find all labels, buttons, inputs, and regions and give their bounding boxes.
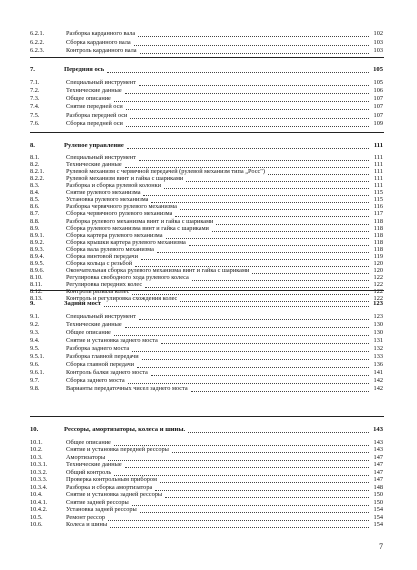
entry-title: Сборка заднего моста: [66, 377, 125, 384]
entry-page: 105: [373, 79, 383, 87]
toc-entry: [0, 361, 417, 369]
entry-page: 111: [374, 161, 383, 169]
section-divider: [30, 290, 384, 291]
entry-title: Разборка червячного рулевого механизма: [66, 203, 177, 211]
entry-title: Колеса и шины: [66, 521, 108, 528]
leader-dots: [110, 527, 369, 528]
entry-number: 8.9.3.: [30, 245, 45, 253]
toc-entry: [0, 369, 417, 377]
entry-page: 147: [373, 468, 383, 476]
leader-dots: [137, 367, 369, 368]
toc-entry: [0, 79, 417, 87]
entry-page: 154: [373, 521, 383, 528]
leader-dots: [161, 343, 369, 344]
entry-number: 7.5.: [30, 111, 40, 119]
entry-title: Снятие передней оси: [66, 103, 123, 111]
entry-number: 7.4.: [30, 103, 40, 111]
entry-title: Снятие задней рессоры: [66, 498, 129, 506]
entry-title: Технические данные: [66, 87, 122, 95]
entry-number: 10.3.4.: [30, 483, 48, 491]
entry-title: Снятие и установка передней рессоры: [66, 446, 169, 453]
entry-number: 7.2.: [30, 87, 40, 95]
entry-page: 147: [373, 476, 383, 483]
entry-page: 123: [373, 300, 383, 307]
leader-dots: [114, 335, 369, 336]
leader-dots: [139, 85, 369, 86]
entry-page: 150: [373, 498, 383, 506]
entry-number: 6.2.1.: [30, 30, 45, 37]
toc-entry: [0, 95, 417, 103]
leader-dots: [142, 359, 369, 360]
leader-dots: [126, 126, 369, 127]
entry-title: Сборка крышки картера рулевого механизма: [66, 238, 186, 246]
entry-page: 118: [373, 245, 383, 253]
entry-page: 131: [373, 337, 383, 344]
entry-number: 9.2.: [30, 321, 40, 328]
entry-page: 103: [373, 38, 383, 46]
section-heading: [0, 300, 417, 308]
entry-title: Регулировка свободного хода рулевого колеса: [66, 273, 189, 281]
entry-page: 130: [373, 321, 383, 328]
section-divider: [30, 132, 384, 133]
entry-page: 154: [373, 506, 383, 513]
entry-number: 10.1.: [30, 438, 43, 446]
entry-number: 8.4.: [30, 189, 40, 197]
entry-title: Общий контроль: [66, 468, 112, 476]
entry-page: 111: [374, 182, 383, 190]
entry-number: 10.4.2.: [30, 506, 48, 513]
entry-number: 9.: [30, 300, 35, 307]
entry-number: 9.1.: [30, 313, 40, 320]
section-heading: [0, 142, 417, 150]
toc-entry: [0, 103, 417, 111]
entry-title: Рулевой механизм с червячной передачей (рулевой механизм типа „Росс"): [66, 168, 265, 176]
entry-title: Сборка червячного рулевого механизма: [66, 210, 173, 218]
entry-title: Регулировка передних колес: [66, 280, 143, 288]
entry-number: 8.8.: [30, 217, 40, 225]
leader-dots: [191, 391, 369, 392]
entry-title: Рулевое управление: [64, 142, 124, 149]
entry-title: Сборка винтовой передачи: [66, 252, 138, 260]
toc-entry: [0, 321, 417, 329]
toc-entry: [0, 353, 417, 361]
leader-dots: [134, 45, 369, 46]
entry-number: 9.4.: [30, 337, 40, 344]
entry-title: Установка задней рессоры: [66, 506, 137, 513]
entry-number: 8.2.1.: [30, 168, 45, 176]
entry-number: 7.1.: [30, 79, 40, 87]
entry-number: 9.8.: [30, 385, 40, 392]
entry-number: 8.3.: [30, 182, 40, 190]
entry-page: 115: [373, 189, 383, 197]
toc-entry: [0, 87, 417, 95]
leader-dots: [128, 383, 369, 384]
entry-title: Снятие и установка задней рессоры: [66, 491, 163, 498]
entry-page: 143: [373, 426, 383, 433]
entry-title: Разборка заднего моста: [66, 345, 130, 352]
entry-number: 10.3.3.: [30, 476, 48, 483]
entry-page: 118: [373, 238, 383, 246]
entry-title: Разборка и сборка рулевой колонки: [66, 182, 162, 190]
entry-page: 142: [373, 385, 383, 392]
leader-dots: [114, 101, 369, 102]
entry-title: Общее описание: [66, 438, 111, 446]
entry-page: 118: [373, 224, 383, 232]
entry-page: 117: [373, 210, 383, 218]
entry-page: 130: [373, 329, 383, 336]
entry-title: Снятие рулевого механизма: [66, 189, 141, 197]
entry-page: 119: [373, 252, 383, 260]
leader-dots: [188, 432, 369, 433]
entry-page: 122: [373, 280, 383, 288]
entry-number: 10.4.: [30, 491, 43, 498]
entry-number: 7.: [30, 66, 35, 73]
entry-title: Сборка картера рулевого механизма: [66, 231, 163, 239]
leader-dots: [130, 118, 369, 119]
entry-number: 9.7.: [30, 377, 40, 384]
entry-page: 118: [373, 231, 383, 239]
entry-page: 123: [373, 313, 383, 320]
entry-number: 6.2.2.: [30, 38, 45, 46]
leader-dots: [125, 93, 369, 94]
entry-title: Сборка главной передачи: [66, 361, 135, 368]
entry-title: Сборка кольца с резьбой: [66, 259, 133, 267]
entry-title: Амортизаторы: [66, 453, 106, 461]
entry-page: 148: [373, 483, 383, 491]
entry-page: 122: [373, 295, 383, 303]
entry-page: 122: [373, 273, 383, 281]
section-divider: [30, 416, 384, 417]
section-divider: [30, 57, 384, 58]
entry-number: 10.3.2.: [30, 468, 48, 476]
entry-title: Разборка рулевого механизма винт и гайка с шариками: [66, 217, 214, 225]
entry-number: 8.9.: [30, 224, 40, 232]
entry-number: 9.5.: [30, 345, 40, 352]
entry-page: 118: [373, 217, 383, 225]
toc-entry: [0, 377, 417, 385]
entry-title: Разборка и сборка амортизатора: [66, 483, 153, 491]
entry-number: 6.2.3.: [30, 47, 45, 55]
entry-number: 9.3.: [30, 329, 40, 336]
entry-page: 107: [373, 111, 383, 119]
entry-number: 8.13.: [30, 295, 43, 303]
entry-number: 8.10.: [30, 273, 43, 281]
entry-number: 8.9.4.: [30, 252, 45, 260]
entry-page: 103: [373, 47, 383, 55]
entry-number: 7.3.: [30, 95, 40, 103]
entry-number: 8.9.5.: [30, 259, 45, 267]
entry-page: 106: [373, 87, 383, 95]
leader-dots: [126, 109, 369, 110]
entry-number: 8.2.: [30, 161, 40, 169]
entry-page: 115: [373, 196, 383, 204]
entry-title: Разборка главной передачи: [66, 353, 139, 360]
entry-title: Проверка контрольным прибором: [66, 476, 157, 483]
entry-page: 105: [373, 66, 383, 73]
leader-dots: [139, 319, 369, 320]
toc-entry: [0, 47, 417, 55]
entry-title: Задний мост: [64, 300, 102, 307]
entry-title: Сборка передней оси: [66, 119, 123, 127]
entry-page: 116: [373, 203, 383, 211]
entry-page: 120: [373, 259, 383, 267]
page-number: 7: [379, 542, 383, 551]
entry-title: Сборка карданного вала: [66, 38, 131, 46]
entry-number: 7.6.: [30, 119, 40, 127]
entry-number: 8.11.: [30, 280, 43, 288]
entry-title: Сборка вала рулевого механизма: [66, 245, 154, 253]
entry-number: 8.7.: [30, 210, 40, 218]
entry-title: Специальный инструмент: [66, 313, 136, 320]
entry-page: 133: [373, 353, 383, 360]
entry-number: 8.6.: [30, 203, 40, 211]
entry-number: 10.3.: [30, 453, 43, 461]
entry-number: 9.6.1.: [30, 369, 45, 376]
entry-number: 9.6.: [30, 361, 40, 368]
entry-page: 111: [374, 168, 383, 176]
leader-dots: [138, 36, 369, 37]
leader-dots: [140, 53, 369, 54]
leader-dots: [127, 148, 369, 149]
entry-page: 154: [373, 513, 383, 521]
entry-number: 8.9.6.: [30, 266, 45, 274]
entry-title: Рессоры, амортизаторы, колеса и шины.: [64, 426, 186, 433]
toc-entry: [0, 112, 417, 120]
entry-title: Технические данные: [66, 161, 122, 169]
entry-page: 111: [373, 142, 383, 149]
section-heading: [0, 66, 417, 74]
entry-title: Ремонт рессор: [66, 513, 106, 521]
toc-entry: [0, 345, 417, 353]
leader-dots: [151, 375, 369, 376]
leader-dots: [104, 306, 369, 307]
entry-title: Технические данные: [66, 461, 122, 468]
entry-number: 10.4.1.: [30, 498, 48, 506]
entry-number: 10.5.: [30, 513, 43, 521]
entry-number: 8.9.2.: [30, 238, 45, 246]
entry-page: 102: [373, 30, 383, 37]
toc-entry: [0, 521, 417, 529]
entry-page: 107: [373, 103, 383, 111]
entry-title: Разборка карданного вала: [66, 30, 136, 37]
toc-entry: [0, 30, 417, 38]
entry-number: 10.6.: [30, 521, 43, 528]
entry-page: 147: [373, 461, 383, 468]
section-heading: [0, 426, 417, 434]
entry-title: Варианты передаточных чисел заднего моста: [66, 385, 188, 392]
entry-number: 8.1.: [30, 154, 40, 162]
toc-entry: [0, 329, 417, 337]
toc-entry: [0, 337, 417, 345]
entry-title: Контроль и регулировка схождения колес: [66, 295, 178, 303]
entry-page: 141: [373, 369, 383, 376]
entry-title: Технические данные: [66, 321, 122, 328]
entry-number: 10.: [30, 426, 39, 433]
entry-title: Общее описание: [66, 95, 111, 103]
entry-page: 132: [373, 345, 383, 352]
entry-page: 122: [373, 288, 383, 295]
leader-dots: [107, 72, 369, 73]
entry-page: 107: [373, 95, 383, 103]
entry-number: 8.12.: [30, 288, 43, 295]
entry-title: Сборка рулевого механизма винт и гайка с шариками: [66, 224, 209, 232]
entry-page: 136: [373, 361, 383, 368]
entry-title: Специальный инструмент: [66, 79, 136, 87]
entry-page: 109: [373, 119, 383, 127]
entry-title: Контроль карданного вала: [66, 47, 137, 55]
entry-page: 143: [373, 438, 383, 446]
entry-number: 9.5.1.: [30, 353, 45, 360]
entry-title: Контроль развала колес: [66, 288, 130, 295]
entry-number: 10.2.: [30, 446, 43, 453]
entry-title: Рулевой механизм винт и гайка с шариками: [66, 175, 184, 183]
toc-entry: [0, 39, 417, 47]
entry-title: Общее описание: [66, 329, 111, 336]
entry-number: 8.9.1.: [30, 231, 45, 239]
entry-number: 8.: [30, 142, 35, 149]
entry-page: 142: [373, 377, 383, 384]
entry-title: Контроль балки заднего моста: [66, 369, 148, 376]
entry-title: Специальный инструмент: [66, 154, 136, 162]
entry-page: 111: [374, 175, 383, 183]
entry-number: 8.5.: [30, 196, 40, 204]
toc-entry: [0, 385, 417, 393]
entry-title: Окончательная сборка рулевого механизма винт и гайка с шариками: [66, 266, 250, 274]
entry-page: 120: [373, 266, 383, 274]
entry-number: 8.2.2.: [30, 175, 45, 183]
toc-entry: [0, 120, 417, 128]
entry-page: 111: [374, 154, 383, 162]
entry-page: 150: [373, 491, 383, 498]
entry-title: Установка рулевого механизма: [66, 196, 149, 204]
entry-title: Передняя ось: [64, 66, 105, 73]
leader-dots: [125, 327, 369, 328]
entry-page: 143: [373, 446, 383, 453]
entry-title: Снятие и установка заднего моста: [66, 337, 158, 344]
toc-entry: [0, 313, 417, 321]
entry-title: Разборка передней оси: [66, 111, 128, 119]
leader-dots: [132, 351, 369, 352]
entry-page: 147: [373, 453, 383, 461]
entry-number: 10.3.1.: [30, 461, 48, 468]
